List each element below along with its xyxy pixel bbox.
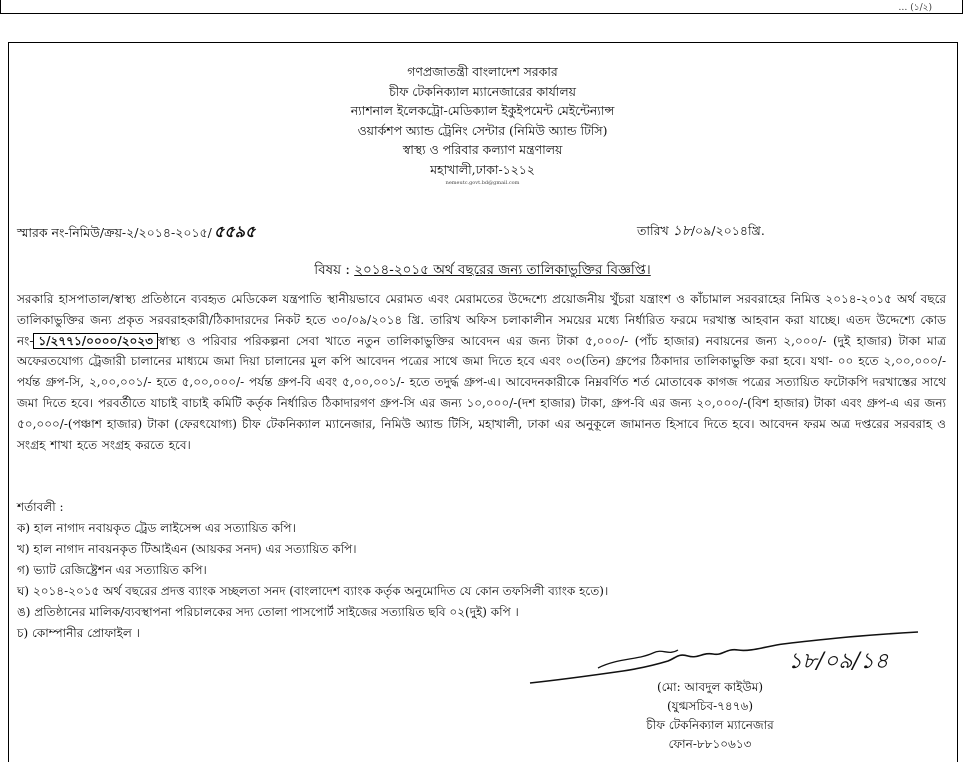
subject-line (0, 259, 965, 282)
condition-item: গ) ভ্যাট রেজিষ্ট্রেশন এর সত্যায়িত কপি। (17, 563, 207, 577)
memo-handwritten-number: ৫৫৯৫ (213, 222, 256, 241)
memo-label: স্মারক নং-নিমিউ/ক্রয়-২/২০১৪-২০১৫/ (17, 225, 212, 240)
notice-body (17, 289, 946, 455)
memo-number (17, 219, 255, 246)
letterhead-line: ন্যাশনাল ইলেকট্রো-মেডিক্যাল ইকুইপমেন্ট মেইন্টেন্যান্স (350, 103, 615, 118)
office-email: nemeutc.govt.bd@gmail.com (445, 180, 520, 186)
letterhead-line: ওয়ার্কশপ অ্যান্ড ট্রেনিং সেন্টার (নিমিউ অ্যান্ড টিসি) (357, 122, 608, 138)
signatory-block (560, 678, 860, 754)
condition-item: চ) কোম্পানীর প্রোফাইল । (17, 626, 140, 640)
letterhead-line: চীফ টেকনিক্যাল ম্যানেজারের কার্যালয় (389, 83, 576, 99)
conditions-list (17, 497, 608, 644)
signatory-name: (মো: আবদুল কাইউম) (656, 680, 764, 694)
date-handwritten-day: ১৮ (672, 223, 691, 239)
date-label: তারিখ (637, 223, 669, 238)
letterhead (0, 62, 965, 187)
signatory-phone: ফোন-৮৮১০৬১৩ (668, 737, 752, 751)
signature-date: ১৮/০৯/১৪ (788, 649, 889, 674)
letterhead-line: গণপ্রজাতন্ত্রী বাংলাদেশ সরকার (407, 64, 558, 79)
signatory-id: (যুগ্মসচিব-৭৪৭৬) (666, 699, 753, 713)
letterhead-line: মহাখালী,ঢাকা-১২১২ (430, 161, 535, 177)
condition-item: ঘ) ২০১৪-২০১৫ অর্থ বছরের প্রদত্ত ব্যাংক সচ্ছলতা সনদ (বাংলাদেশ ব্যাংক কর্তৃক অনুমোদিত যে কোন তফসিলী ব্যাংক হতে)। (17, 584, 609, 598)
signatory-designation: চীফ টেকনিক্যাল ম্যানেজার (646, 718, 774, 732)
letterhead-line: স্বাস্থ্য ও পরিবার কল্যাণ মন্ত্রণালয় (402, 142, 563, 157)
issue-date (637, 219, 765, 243)
subject-text: ২০১৪-২০১৫ অর্থ বছরের জন্য তালিকাভুক্তির বিজ্ঞপ্তি। (354, 262, 651, 278)
body-part-2: স্বাস্থ্য ও পরিবার পরিকল্পনা সেবা খাতে নতুন তালিকাভুক্তির আবেদন এর জন্য টাকা ৫,০০০/- (পাঁচ হাজার) নবায়নের জন্য ২,০০০/- (দুই হাজার) টাকা মাত্র অফেরতযোগ্য ট্রেজারী চালানের মাধ্যমে জমা দিয়া চালানের মুল কপি আবেদন পত্রের সাথে জমা দিতে হবে এবং ০৩(তিন) গ্রুপের ঠিকাদার তালিকাভুক্তি করা হবে। যথা- ০০ হতে ২,০০,০০০/- পর্যন্ত গ্রুপ-সি, ২,০০,০০১/- হতে ৫,০০,০০০/- পর্যন্ত গ্রুপ-বি এবং ৫,০০,০০১/- হতে তদুর্দ্ধ গ্রুপ-এ। আবেদনকারীকে নিম্নবর্ণিত শর্ত মোতাবেক কাগজ পত্রের সত্যায়িত ফটোকপি দরখাস্তের সাথে জমা দিতে হবে। পরবর্তীতে যাচাই বাচাই কমিটি কর্তৃক নির্ধারিত ঠিকাদারগণ গ্রুপ-সি এর জন্য ১০,০০০/-(দশ হাজার) টাকা, গ্রুপ-বি এর জন্য ২০,০০০/-(বিশ হাজার) টাকা এবং গ্রুপ-এ এর জন্য ৫০,০০০/-(পঞ্চাশ হাজার) টাকা (ফেরৎযোগ্য) চীফ টেকনিক্যাল ম্যানেজার, নিমিউ অ্যান্ড টিসি, মহাখালী, ঢাকা এর অনুকূলে জামানত হিসাবে দিতে হবে। আবেদন ফরম অত্র দপ্তরের সরবরাহ ও সংগ্রহ শাখা হতে সংগ্রহ করতে হবে। (17, 333, 946, 452)
condition-item: ঙ) প্রতিষ্ঠানের মালিক/ব্যবস্থাপনা পরিচালকের সদ্য তোলা পাসপোর্ট সাইজের সত্যায়িত ছবি ০২(দুই) কপি । (17, 605, 519, 619)
condition-item: খ) হাল নাগাদ নাবয়নকৃত টিআইএন (আয়কর সনদ) এর সত্যায়িত কপি। (17, 542, 357, 556)
conditions-title: শর্তাবলী : (17, 500, 64, 514)
subject-label: বিষয় : (314, 262, 350, 278)
previous-page-text: … (১/২) (898, 3, 932, 13)
date-printed-rest: /০৯/২০১৪খ্রি. (690, 223, 765, 238)
body-part-1: সরকারি হাসপাতাল/স্বাস্থ্য প্রতিষ্ঠানে ব্যবহৃত মেডিকেল যন্ত্রপাতি স্থানীয়ভাবে মেরামত এবং মেরামতের উদ্দেশ্যে প্রয়োজনীয় খুঁচরা যন্ত্রাংশ ও কাঁচামাল সরবরাহের নিমিত্ত ২০১৪-২০১৫ অর্থ বছরে তালিকাভুক্তির জন্য প্রকৃত সরবরাহকারী/ঠিকাদারদের নিকট হতে ৩০/০৯/২০১৪ খ্রি. তারিখ অফিস চলাকালীন সময়ের মধ্যে নির্ধারিত ফরমে দরখাস্ত আহবান করা যাচ্ছে। এতদ উদ্দেশ্যে কোড নং- (17, 292, 946, 348)
code-number-box: ১/২৭৭১/০০০০/২০২৩ (33, 333, 158, 349)
condition-item: ক) হাল নাগাদ নবায়কৃত ট্রেড লাইসেন্স এর সত্যায়িত কপি। (17, 521, 296, 535)
previous-page-strip (0, 0, 963, 14)
